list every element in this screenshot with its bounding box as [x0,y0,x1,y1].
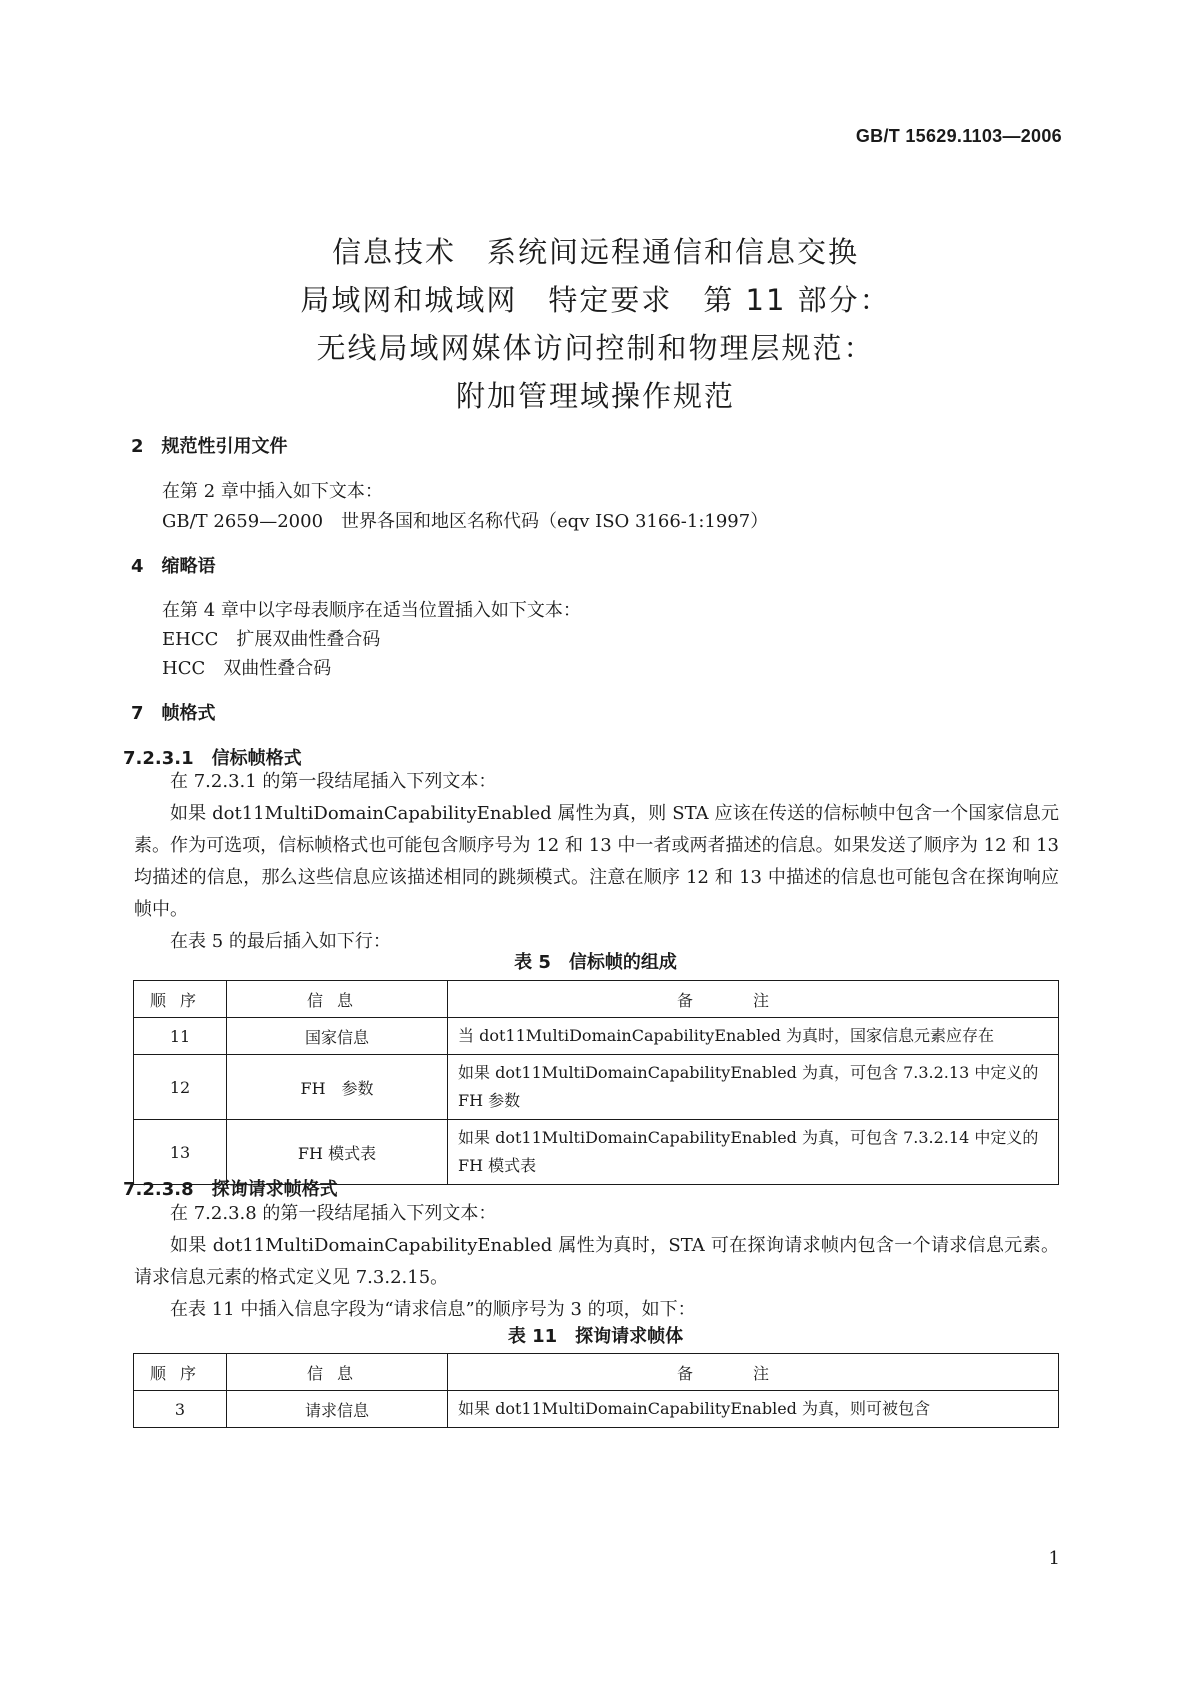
table-row [134,1055,1059,1120]
section-4-line-3: HCC 双曲性叠合码 [162,658,332,679]
table-header-row [134,981,1059,1018]
cell-info: FH 模式表 [227,1120,448,1185]
standard-number: GB/T 15629.1103—2006 [855,126,1062,146]
section-7231-body [134,766,1059,958]
header-info: 信息 [227,1354,448,1391]
title-line-3: 无线局域网媒体访问控制和物理层规范： [316,331,875,365]
section-7238-body [134,1198,1059,1326]
section-4-heading: 4 缩略语 [131,556,216,577]
section-7-heading: 7 帧格式 [131,703,216,724]
section-7238-paragraph: 如果 dot11MultiDomainCapabilityEnabled 属性为真时，STA 可在探询请求帧内包含一个请求信息元素。请求信息元素的格式定义见 7.3.2.15。 [134,1235,1059,1288]
cell-note: 如果 dot11MultiDomainCapabilityEnabled 为真，可包含 7.3.2.13 中定义的 FH 参数 [448,1055,1059,1120]
section-2-line-2: GB/T 2659—2000 世界各国和地区名称代码（eqv ISO 3166-1:1997） [162,511,769,532]
header-note: 备注 [448,1354,1059,1391]
cell-order: 3 [134,1391,227,1428]
section-7231-table-lead: 在表 5 的最后插入如下行： [170,931,391,952]
section-4-line-1: 在第 4 章中以字母表顺序在适当位置插入如下文本： [162,600,581,621]
title-line-2: 局域网和城域网 特定要求 第 11 部分： [300,283,891,317]
cell-info: FH 参数 [227,1055,448,1120]
section-4-line-2: EHCC 扩展双曲性叠合码 [162,629,381,650]
cell-note: 如果 dot11MultiDomainCapabilityEnabled 为真，则可被包含 [448,1391,1059,1428]
section-7238-heading: 7.2.3.8 探询请求帧格式 [123,1179,338,1200]
cell-info: 请求信息 [227,1391,448,1428]
table-header-row [134,1354,1059,1391]
header-order: 顺序 [134,981,227,1018]
header-info: 信息 [227,981,448,1018]
section-7231-lead: 在 7.2.3.1 的第一段结尾插入下列文本： [170,771,497,792]
table-row [134,1018,1059,1055]
title-line-1: 信息技术 系统间远程通信和信息交换 [331,235,859,269]
cell-note: 如果 dot11MultiDomainCapabilityEnabled 为真，可包含 7.3.2.14 中定义的 FH 模式表 [448,1120,1059,1185]
section-7238-table-lead: 在表 11 中插入信息字段为“请求信息”的顺序号为 3 的项，如下： [170,1299,696,1320]
cell-order: 11 [134,1018,227,1055]
section-7231-heading: 7.2.3.1 信标帧格式 [123,748,302,769]
cell-order: 13 [134,1120,227,1185]
table-row [134,1391,1059,1428]
section-2-line-1: 在第 2 章中插入如下文本： [162,481,383,502]
table-11 [133,1353,1059,1428]
table-5-caption: 表 5 信标帧的组成 [514,952,677,973]
cell-info: 国家信息 [227,1018,448,1055]
cell-order: 12 [134,1055,227,1120]
title-line-4: 附加管理域操作规范 [455,379,735,413]
document-title [0,228,1191,420]
cell-note: 当 dot11MultiDomainCapabilityEnabled 为真时，国家信息元素应存在 [448,1018,1059,1055]
page-number: 1 [1048,1548,1060,1569]
header-note: 备注 [448,981,1059,1018]
section-2-heading: 2 规范性引用文件 [131,436,288,457]
section-7231-paragraph: 如果 dot11MultiDomainCapabilityEnabled 属性为真，则 STA 应该在传送的信标帧中包含一个国家信息元素。作为可选项，信标帧格式也可能包含顺序号为 12 和 13 中一者或两者描述的信息。如果发送了顺序为 12 和 13 均描述的信息，那么这些信息应该描述相同的跳频模式。注意在顺序 12 和 13 中描述的信息也可能包含在探询响应帧中。 [134,803,1059,920]
section-7238-lead: 在 7.2.3.8 的第一段结尾插入下列文本： [170,1203,497,1224]
table-11-caption: 表 11 探询请求帧体 [507,1326,684,1347]
header-order: 顺序 [134,1354,227,1391]
table-5 [133,980,1059,1185]
